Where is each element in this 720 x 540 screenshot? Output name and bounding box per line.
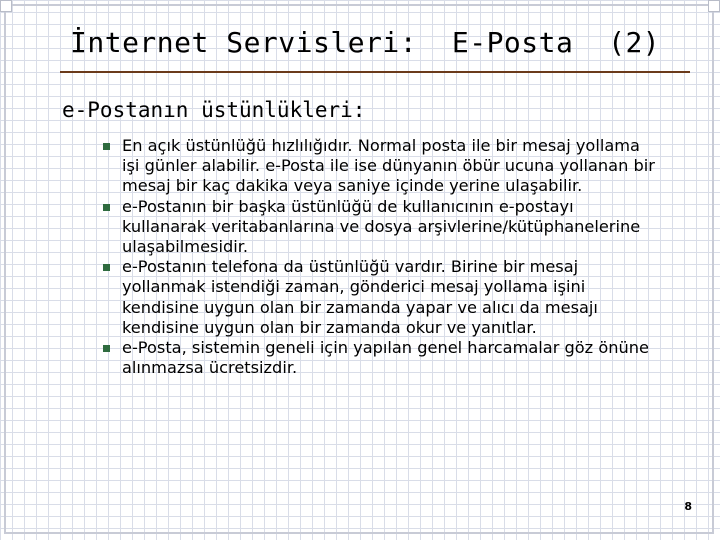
- bullet-item: [100, 197, 660, 258]
- square-bullet-icon: [103, 264, 110, 271]
- title-underline: [60, 71, 690, 73]
- corner-marker-top-right: [708, 0, 720, 12]
- bullet-text: e-Postanın bir başka üstünlüğü de kullanıcının e-postayı kullanarak veritabanlarına ve dosya arşivlerine/kütüphanelerine ulaşabilmesidir.: [122, 196, 641, 257]
- bullet-text: En açık üstünlüğü hızlılığıdır. Normal posta ile bir mesaj yollama işi günler alabilir. e-Posta ile ise dünyanın öbür ucuna yollanan bir mesaj bir kaç dakika veya saniye içinde yerine ulaşabilir.: [122, 136, 655, 196]
- bullet-item: [100, 338, 660, 378]
- bullet-text: e-Postanın telefona da üstünlüğü vardır. Birine bir mesaj yollanmak istendiği zaman, gönderici mesaj yollama işini kendisine uygun olan bir zamanda yapar ve alıcı da mesajı kendisine uygun olan bir zamanda okur ve yanıtlar.: [122, 257, 598, 337]
- slide-title: İnternet Servisleri: E-Posta (2): [70, 26, 661, 59]
- page-number: 8: [684, 500, 692, 513]
- square-bullet-icon: [103, 143, 110, 150]
- bullet-list: [100, 136, 660, 378]
- bullet-item: [100, 136, 660, 197]
- square-bullet-icon: [103, 204, 110, 211]
- bullet-item: [100, 257, 660, 338]
- corner-marker-top-left: [0, 0, 12, 12]
- square-bullet-icon: [103, 345, 110, 352]
- section-heading: e-Postanın üstünlükleri:: [62, 98, 366, 122]
- bullet-text: e-Posta, sistemin geneli için yapılan genel harcamalar göz önüne alınmazsa ücretsizdir.: [122, 338, 649, 378]
